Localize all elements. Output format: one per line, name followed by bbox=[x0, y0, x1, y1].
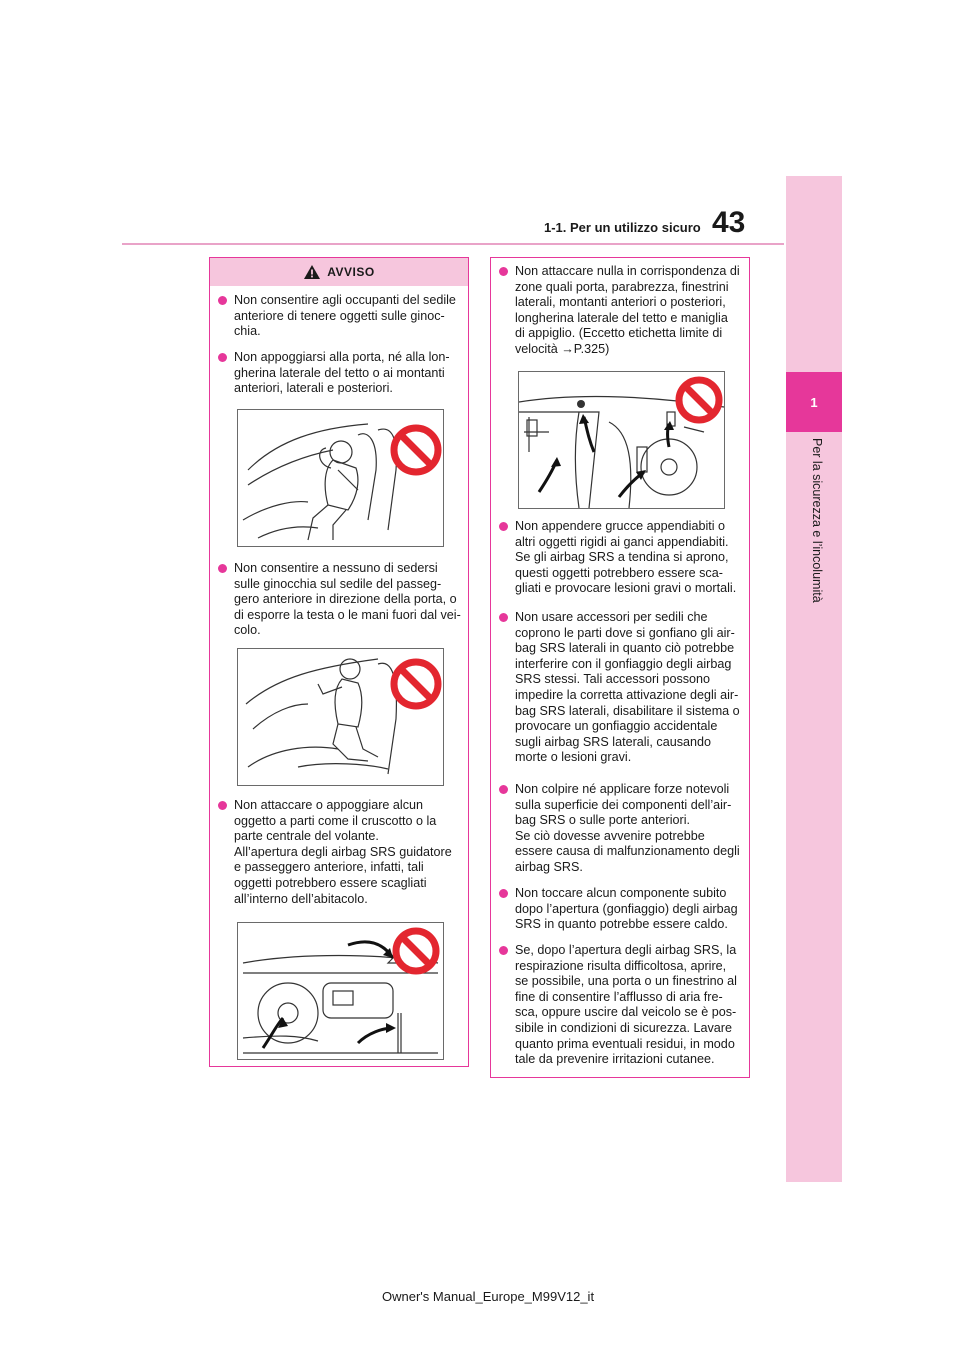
text-line: colo. bbox=[234, 623, 261, 638]
warning-item bbox=[499, 610, 740, 766]
illustration-pillar-svg bbox=[519, 372, 724, 508]
text-line: coprono le parti dove si gonfiano gli air- bbox=[515, 625, 735, 640]
text-line: sulla superficie dei componenti dell’air- bbox=[515, 797, 732, 812]
text-line: airbag SRS. bbox=[515, 859, 583, 874]
text-line: gliati e provocare lesioni gravi o mortali. bbox=[515, 581, 737, 596]
text-line: e passeggero anteriore, infatti, tali bbox=[234, 860, 424, 875]
warning-item bbox=[218, 798, 452, 907]
text-line: oggetti potrebbero essere scagliati bbox=[234, 875, 427, 890]
text-line: chia. bbox=[234, 324, 261, 339]
warning-item bbox=[218, 561, 461, 639]
chapter-label: Per la sicurezza e l’incolumità bbox=[810, 438, 824, 603]
bullet-icon bbox=[499, 267, 508, 276]
warning-item bbox=[499, 264, 740, 358]
text-line: Non usare accessori per sedili che bbox=[515, 610, 708, 624]
warning-item bbox=[499, 886, 738, 933]
bullet-icon bbox=[218, 296, 227, 305]
text-line: provocare un gonfiaggio accidentale bbox=[515, 719, 718, 734]
text-line: Non attaccare o appoggiare alcun bbox=[234, 798, 424, 812]
bullet-icon bbox=[499, 613, 508, 622]
illustration-dashboard-objects bbox=[237, 922, 444, 1060]
text-line: dopo l’apertura (gonfiaggio) degli airbag bbox=[515, 901, 738, 916]
text-line: Non attaccare nulla in corrispondenza di bbox=[515, 264, 740, 278]
text-line: sulle ginocchia sul sedile del passeg- bbox=[234, 576, 442, 591]
bullet-icon bbox=[499, 889, 508, 898]
warning-item bbox=[218, 293, 456, 340]
text-line: Non appoggiarsi alla porta, né alla lon- bbox=[234, 350, 450, 364]
bullet-icon bbox=[499, 522, 508, 531]
bullet-icon bbox=[218, 353, 227, 362]
text-line: questi oggetti potrebbero essere sca- bbox=[515, 565, 723, 580]
illustration-dashboard-svg bbox=[238, 923, 443, 1059]
illustration-leaning-on-door bbox=[237, 409, 444, 547]
text-line: SRS stessi. Tali accessori possono bbox=[515, 672, 711, 687]
text-line: oggetto a parti come il cruscotto o la bbox=[234, 813, 437, 828]
warning-box bbox=[209, 257, 469, 1067]
text-line: gherina laterale del tetto o ai montanti bbox=[234, 365, 445, 380]
text-line: sca, oppure uscire dal veicolo se è pos- bbox=[515, 1005, 737, 1020]
illustration-pillar-objects bbox=[518, 371, 725, 509]
text-line: SRS in quanto potrebbe essere caldo. bbox=[515, 917, 728, 932]
warning-header bbox=[210, 258, 468, 286]
text-line: quanto prima eventuali residui, in modo bbox=[515, 1036, 735, 1051]
warning-item bbox=[499, 943, 737, 1068]
bullet-icon bbox=[499, 785, 508, 794]
illustration-kneeling-on-seat bbox=[237, 648, 444, 786]
text-line: bag SRS laterali in quanto ciò potrebbe bbox=[515, 641, 735, 656]
warning-title: AVVISO bbox=[327, 265, 375, 279]
text-line: sugli airbag SRS laterali, causando bbox=[515, 734, 712, 749]
text-line: interferire con il gonfiaggio degli airbag bbox=[515, 656, 732, 671]
warning-item bbox=[218, 350, 450, 397]
text-line: respirazione risulta difficoltosa, aprire, bbox=[515, 958, 727, 973]
text-line: zone quali porta, parabrezza, finestrini bbox=[515, 279, 729, 294]
bullet-icon bbox=[499, 946, 508, 955]
text-line: anteriore di tenere oggetti sulle ginoc- bbox=[234, 308, 445, 323]
warning-item bbox=[499, 782, 740, 876]
text-line: Non appendere grucce appendiabiti o bbox=[515, 519, 726, 533]
text-line: Se, dopo l’apertura degli airbag SRS, la bbox=[515, 943, 737, 957]
text-line: longherina laterale del tetto e maniglia bbox=[515, 310, 728, 325]
text-line: fine di consentire l’afflusso di aria fre- bbox=[515, 989, 723, 1004]
text-line: Se ciò dovesse avvenire potrebbe bbox=[515, 828, 705, 843]
text-line: impedire la corretta attivazione degli air- bbox=[515, 687, 739, 702]
footer-text: Owner's Manual_Europe_M99V12_it bbox=[382, 1289, 595, 1304]
text-line: sibile in condizioni di sicurezza. Lavare bbox=[515, 1020, 733, 1035]
text-line: essere causa di malfunzionamento degli bbox=[515, 844, 740, 859]
text-line: bag SRS o sulle porte anteriori. bbox=[515, 813, 691, 828]
text-line: se possibile, una porta o un finestrino al bbox=[515, 974, 737, 989]
text-line: parte centrale del volante. bbox=[234, 829, 379, 844]
text-line: Non colpire né applicare forze notevoli bbox=[515, 782, 730, 796]
text-line: Non consentire a nessuno di sedersi bbox=[234, 561, 438, 575]
text-line: all’interno dell’abitacolo. bbox=[234, 891, 368, 906]
page-number: 43 bbox=[712, 206, 746, 239]
text-line: altri oggetti rigidi ai ganci appendiabiti. bbox=[515, 534, 729, 549]
text-line: di appiglio. (Eccetto etichetta limite di bbox=[515, 326, 723, 341]
bullet-icon bbox=[218, 564, 227, 573]
text-line: Non consentire agli occupanti del sedile bbox=[234, 293, 456, 307]
warning-box-continued bbox=[490, 257, 750, 1078]
text-line: tale da prevenire irritazioni cutanee. bbox=[515, 1052, 715, 1067]
text-line: velocità →P.325) bbox=[515, 341, 610, 356]
text-line: Non toccare alcun componente subito bbox=[515, 886, 727, 900]
bullet-icon bbox=[218, 801, 227, 810]
text-line: laterali, montanti anteriori o posteriori, bbox=[515, 295, 726, 310]
section-title: 1-1. Per un utilizzo sicuro bbox=[544, 220, 701, 235]
chapter-number-tab: 1 bbox=[786, 372, 842, 432]
warning-triangle-icon bbox=[303, 264, 321, 280]
text-line: anteriori, laterali e posteriori. bbox=[234, 381, 393, 396]
warning-item bbox=[499, 519, 736, 597]
header-rule bbox=[122, 243, 784, 245]
text-line: Se gli airbag SRS a tendina si aprono, bbox=[515, 550, 729, 565]
illustration-leaning-svg bbox=[238, 410, 443, 546]
text-line: morte o lesioni gravi. bbox=[515, 750, 632, 765]
text-line: All’apertura degli airbag SRS guidatore bbox=[234, 844, 452, 859]
illustration-kneeling-svg bbox=[238, 649, 443, 785]
text-line: bag SRS laterali, disabilitare il sistema o bbox=[515, 703, 740, 718]
text-line: gero anteriore in direzione della porta, o bbox=[234, 592, 457, 607]
text-line: di esporre la testa o le mani fuori dal vei- bbox=[234, 607, 461, 622]
